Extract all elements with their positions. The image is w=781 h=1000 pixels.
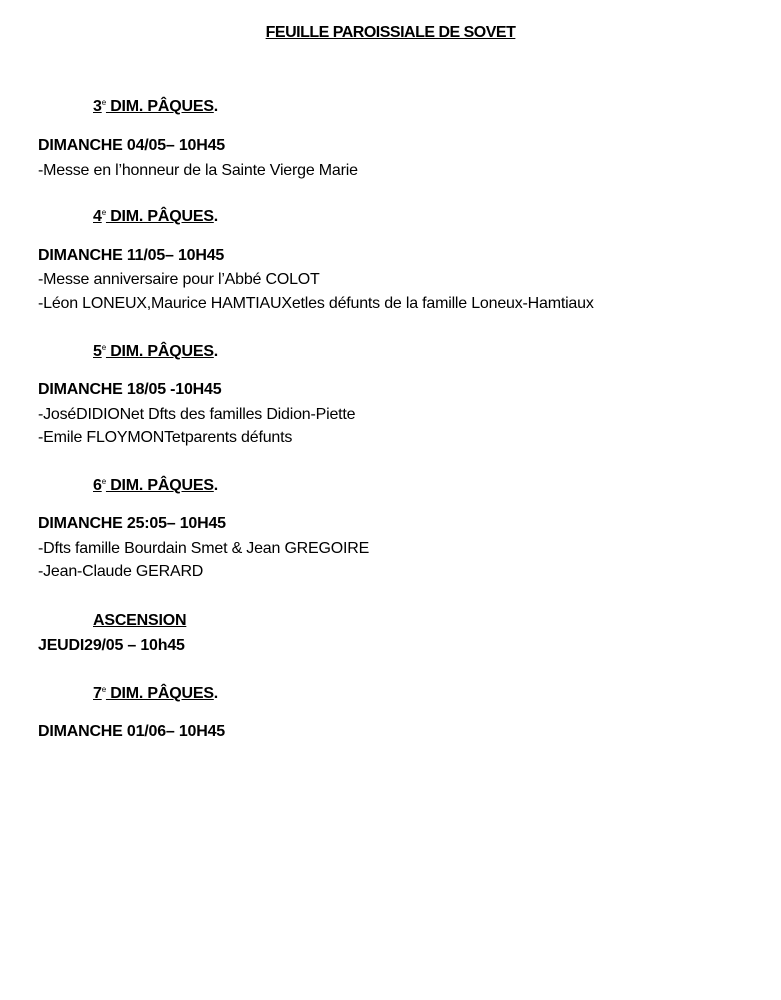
section-heading-ascension (93, 612, 186, 630)
section-heading-5: 5e DIM. PÂQUES. (93, 343, 219, 360)
heading-text: DIM. PÂQUES (105, 685, 214, 702)
mass-date-18-05: DIMANCHE 18/05 -10H45 (38, 381, 222, 398)
mass-intention: -JoséDIDIONet Dfts des familles Didion-Piette (38, 406, 356, 423)
section-heading-6: 6e DIM. PÂQUES. (93, 477, 219, 494)
heading-text: DIM. PÂQUES (105, 208, 214, 225)
mass-intention: -Léon LONEUX,Maurice HAMTIAUXetles défunts de la famille Loneux-Hamtiaux (38, 295, 594, 312)
heading-number: 7 (93, 685, 102, 702)
heading-number: 6 (93, 477, 102, 494)
heading-superscript: e (101, 685, 106, 694)
mass-date-29-05: JEUDI29/05 – 10h45 (38, 637, 185, 654)
heading-number: 4 (93, 208, 102, 225)
mass-date-04-05: DIMANCHE 04/05– 10H45 (38, 137, 225, 154)
mass-intention: -Messe anniversaire pour l’Abbé COLOT (38, 271, 320, 288)
mass-date-11-05: DIMANCHE 11/05– 10H45 (38, 247, 225, 264)
page-title: FEUILLE PAROISSIALE DE SOVET (265, 24, 516, 41)
heading-number: 3 (93, 98, 102, 115)
heading-text: ASCENSION (93, 612, 187, 629)
heading-superscript: e (101, 208, 106, 217)
mass-intention: -Jean-Claude GERARD (38, 563, 204, 580)
heading-superscript: e (101, 343, 106, 352)
section-heading-4: 4e DIM. PÂQUES. (93, 208, 219, 225)
mass-intention: -Messe en l’honneur de la Sainte Vierge Marie (38, 162, 358, 179)
heading-text: DIM. PÂQUES (105, 98, 214, 115)
mass-date-25-05: DIMANCHE 25:05– 10H45 (38, 515, 226, 532)
heading-text: DIM. PÂQUES (105, 343, 214, 360)
mass-intention: -Emile FLOYMONTetparents défunts (38, 429, 293, 446)
heading-number: 5 (93, 343, 102, 360)
mass-intention: -Dfts famille Bourdain Smet & Jean GREGOIRE (38, 540, 370, 557)
mass-date-01-06: DIMANCHE 01/06– 10H45 (38, 723, 225, 740)
heading-superscript: e (101, 477, 106, 486)
section-heading-7: 7e DIM. PÂQUES. (93, 685, 219, 702)
heading-superscript: e (101, 98, 106, 107)
heading-text: DIM. PÂQUES (105, 477, 214, 494)
section-heading-3: 3e DIM. PÂQUES. (93, 98, 219, 115)
